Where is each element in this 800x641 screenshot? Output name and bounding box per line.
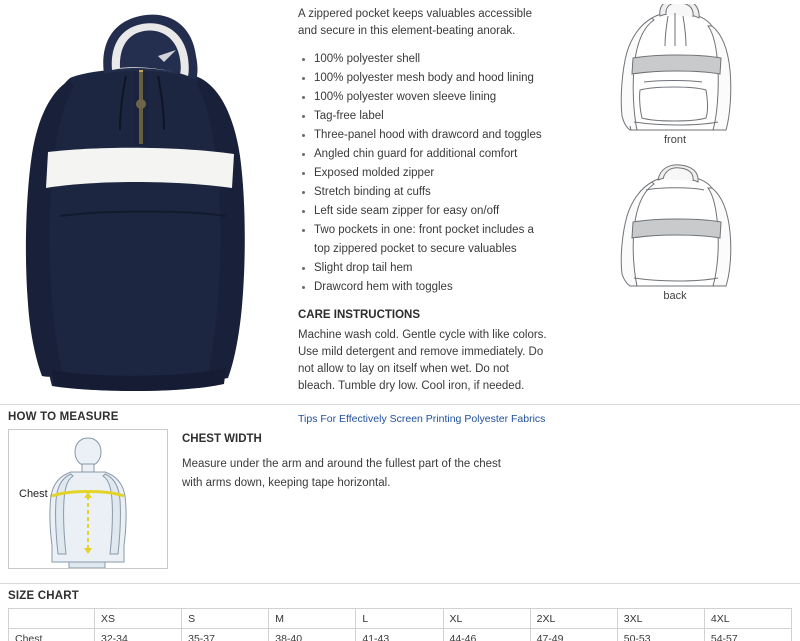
chest-width-heading: CHEST WIDTH xyxy=(182,433,262,445)
list-item: Three-panel hood with drawcord and toggles xyxy=(298,126,548,145)
cell-chest-3xl: 50-53 xyxy=(617,629,704,641)
cell-chest-xl: 44-46 xyxy=(443,629,530,641)
col-header-2xl: 2XL xyxy=(530,609,617,629)
table-header-row xyxy=(9,609,792,629)
col-header-l: L xyxy=(356,609,443,629)
row-label-chest: Chest xyxy=(9,629,95,641)
sketch-back-caption: back xyxy=(663,290,687,302)
jacket-back-line-art-icon xyxy=(600,160,750,288)
chest-width-text xyxy=(168,429,501,569)
cell-chest-s: 35-37 xyxy=(182,629,269,641)
col-header-xl: XL xyxy=(443,609,530,629)
list-item: 100% polyester shell xyxy=(298,50,548,69)
jacket-front-line-art-icon xyxy=(600,4,750,132)
how-to-measure-section xyxy=(0,429,800,569)
sketch-back xyxy=(560,160,790,302)
screen-printing-tips-link[interactable]: Tips For Effectively Screen Printing Polyester Fabrics xyxy=(298,413,546,425)
product-image-column xyxy=(0,0,292,404)
product-sketch-column xyxy=(552,0,800,404)
cell-chest-xs: 32-34 xyxy=(95,629,182,641)
size-chart-table xyxy=(8,608,792,641)
col-header-m: M xyxy=(269,609,356,629)
list-item: Slight drop tail hem xyxy=(298,259,548,278)
list-item: 100% polyester mesh body and hood lining xyxy=(298,69,548,88)
list-item: Left side seam zipper for easy on/off xyxy=(298,202,548,221)
navy-anorak-pullover-photo-icon xyxy=(8,4,284,396)
col-header-blank xyxy=(9,609,95,629)
chest-width-line-2: with arms down, keeping tape horizontal. xyxy=(182,477,391,489)
chest-width-line-1: Measure under the arm and around the fullest part of the chest xyxy=(182,458,501,470)
cell-chest-2xl: 47-49 xyxy=(530,629,617,641)
cell-chest-l: 41-43 xyxy=(356,629,443,641)
product-description-column xyxy=(292,0,552,425)
sketch-front-caption: front xyxy=(663,134,686,146)
care-instructions-title: CARE INSTRUCTIONS xyxy=(298,309,421,321)
cell-chest-m: 38-40 xyxy=(269,629,356,641)
col-header-4xl: 4XL xyxy=(704,609,791,629)
how-to-measure-title: HOW TO MEASURE xyxy=(8,411,119,423)
list-item: Drawcord hem with toggles xyxy=(298,278,548,297)
product-features-list xyxy=(298,50,548,297)
table-row xyxy=(9,629,792,641)
care-instructions-text: Machine wash cold. Gentle cycle with like colors. Use mild detergent and remove immediately. Do not allow to lay on itself when wet. Do not bleach. Tumble dry low. Cool iron, if needed. xyxy=(298,329,547,392)
list-item: Tag-free label xyxy=(298,107,548,126)
product-intro-text: A zippered pocket keeps valuables accessible and secure in this element-beating anorak. xyxy=(298,8,532,37)
list-item: Two pockets in one: front pocket includes a top zippered pocket to secure valuables xyxy=(298,221,548,259)
chest-measure-diagram xyxy=(8,429,168,569)
col-header-3xl: 3XL xyxy=(617,609,704,629)
size-chart-title: SIZE CHART xyxy=(8,590,79,602)
sketch-front xyxy=(560,4,790,146)
col-header-s: S xyxy=(182,609,269,629)
list-item: Angled chin guard for additional comfort xyxy=(298,145,548,164)
cell-chest-4xl: 54-57 xyxy=(704,629,791,641)
size-chart-wrapper xyxy=(0,608,800,641)
product-photo xyxy=(8,4,284,396)
list-item: 100% polyester woven sleeve lining xyxy=(298,88,548,107)
chest-label: Chest xyxy=(19,488,48,500)
list-item: Stretch binding at cuffs xyxy=(298,183,548,202)
list-item: Exposed molded zipper xyxy=(298,164,548,183)
col-header-xs: XS xyxy=(95,609,182,629)
